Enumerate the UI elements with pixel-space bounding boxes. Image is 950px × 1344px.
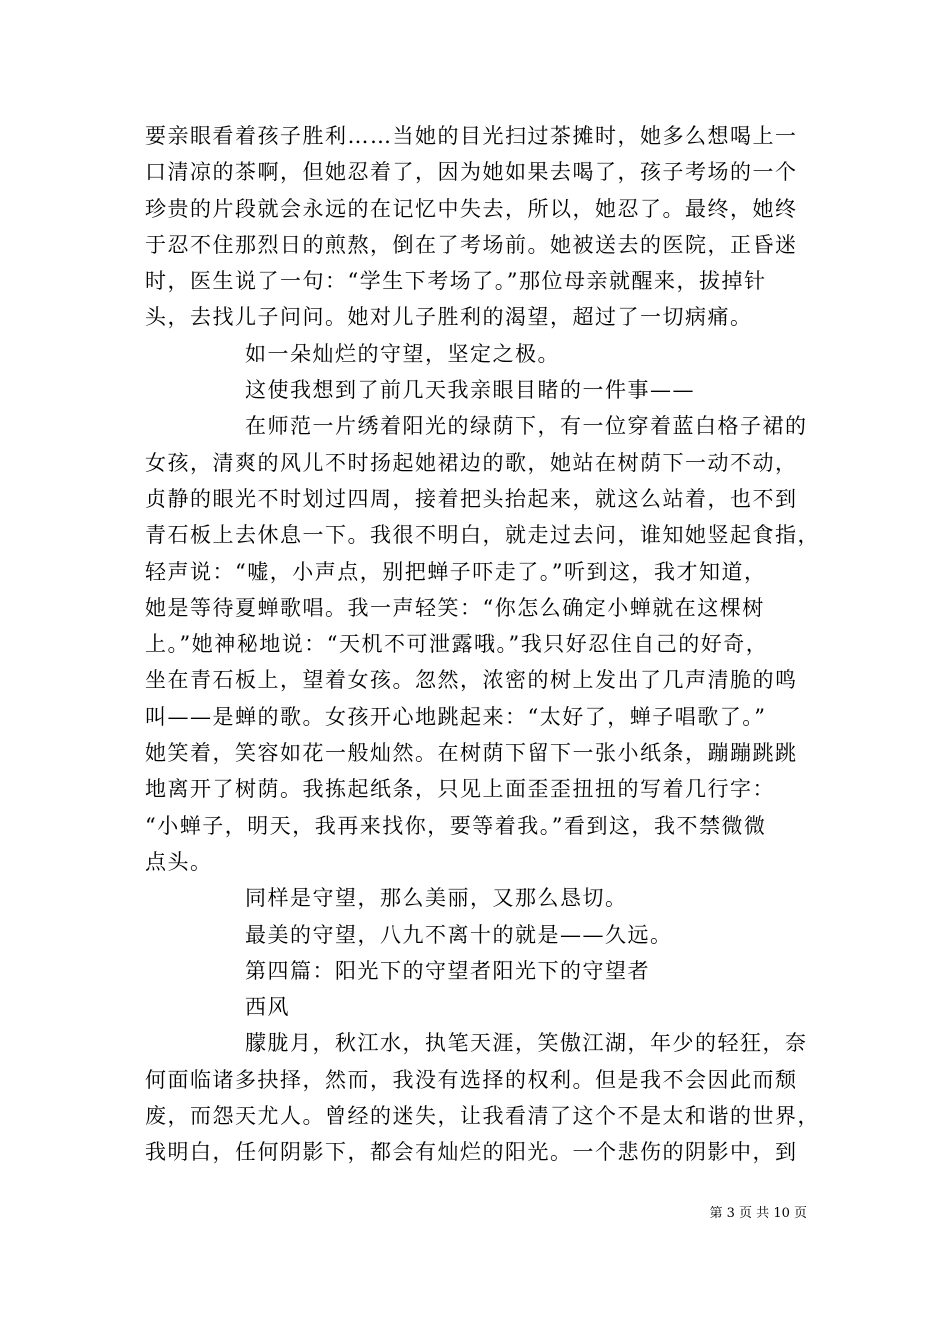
text-line: 朦胧月，秋江水，执笔天涯，笑傲江湖，年少的轻狂，奈 — [245, 1031, 808, 1056]
text-line: 珍贵的片段就会永远的在记忆中失去，所以，她忍了。最终，她终 — [145, 196, 798, 221]
text-line: 贞静的眼光不时划过四周，接着把头抬起来，就这么站着，也不到 — [145, 486, 798, 511]
author-name: 西风 — [245, 995, 290, 1020]
text-line: 头，去找儿子问问。她对儿子胜利的渴望，超过了一切病痛。 — [145, 305, 753, 330]
text-line: 于忍不住那烈日的煎熬，倒在了考场前。她被送去的医院，正昏迷 — [145, 232, 798, 257]
text-line: 口清凉的茶啊，但她忍着了，因为她如果去喝了，孩子考场的一个 — [145, 160, 798, 185]
text-line: 叫——是蝉的歌。女孩开心地跳起来：“太好了，蝉子唱歌了。” — [145, 704, 767, 729]
text-line: 坐在青石板上，望着女孩。忽然，浓密的树上发出了几声清脆的鸣 — [145, 668, 798, 693]
text-line: 女孩，清爽的风儿不时扬起她裙边的歌，她站在树荫下一动不动， — [145, 450, 798, 475]
page-number: 第 3 页 共 10 页 — [709, 1206, 807, 1221]
text-line: 她是等待夏蝉歌唱。我一声轻笑：“你怎么确定小蝉就在这棵树 — [145, 595, 765, 620]
text-line: 这使我想到了前几天我亲眼目睹的一件事—— — [245, 378, 695, 403]
text-line: 轻声说：“嘘，小声点，别把蝉子吓走了。”听到这，我才知道， — [145, 559, 767, 584]
text-line: 我明白，任何阴影下，都会有灿烂的阳光。一个悲伤的阴影中，到 — [145, 1140, 798, 1165]
text-line: 时，医生说了一句：“学生下考场了。”那位母亲就醒来，拔掉针 — [145, 269, 767, 294]
text-line: 要亲眼看着孩子胜利……当她的目光扫过茶摊时，她多么想喝上一 — [145, 124, 798, 148]
text-line: 上。”她神秘地说：“天机不可泄露哦。”我只好忍住自己的好奇， — [145, 632, 769, 657]
text-line: 废，而怨天尤人。曾经的迷失，让我看清了这个不是太和谐的世界， — [145, 1104, 820, 1129]
text-line: 同样是守望，那么美丽，又那么恳切。 — [245, 886, 628, 911]
text-line: 地离开了树荫。我拣起纸条，只见上面歪歪扭扭的写着几行字： — [145, 777, 775, 802]
text-line: 青石板上去休息一下。我很不明白，就走过去问，谁知她竖起食指， — [145, 523, 820, 548]
body-text — [145, 118, 820, 1171]
text-line: 如一朵灿烂的守望，坚定之极。 — [245, 341, 560, 366]
text-line: 在师范一片绣着阳光的绿荫下，有一位穿着蓝白格子裙的 — [245, 414, 808, 439]
text-line: 最美的守望，八九不离十的就是——久远。 — [245, 922, 673, 947]
text-line: 点头。 — [145, 849, 213, 874]
text-line: 何面临诸多抉择，然而，我没有选择的权利。但是我不会因此而颓 — [145, 1067, 798, 1092]
section-heading: 第四篇：阳光下的守望者阳光下的守望者 — [245, 958, 650, 983]
text-line: 她笑着，笑容如花一般灿然。在树荫下留下一张小纸条，蹦蹦跳跳 — [145, 741, 798, 766]
text-line: “小蝉子，明天，我再来找你，要等着我。”看到这，我不禁微微 — [145, 813, 767, 838]
